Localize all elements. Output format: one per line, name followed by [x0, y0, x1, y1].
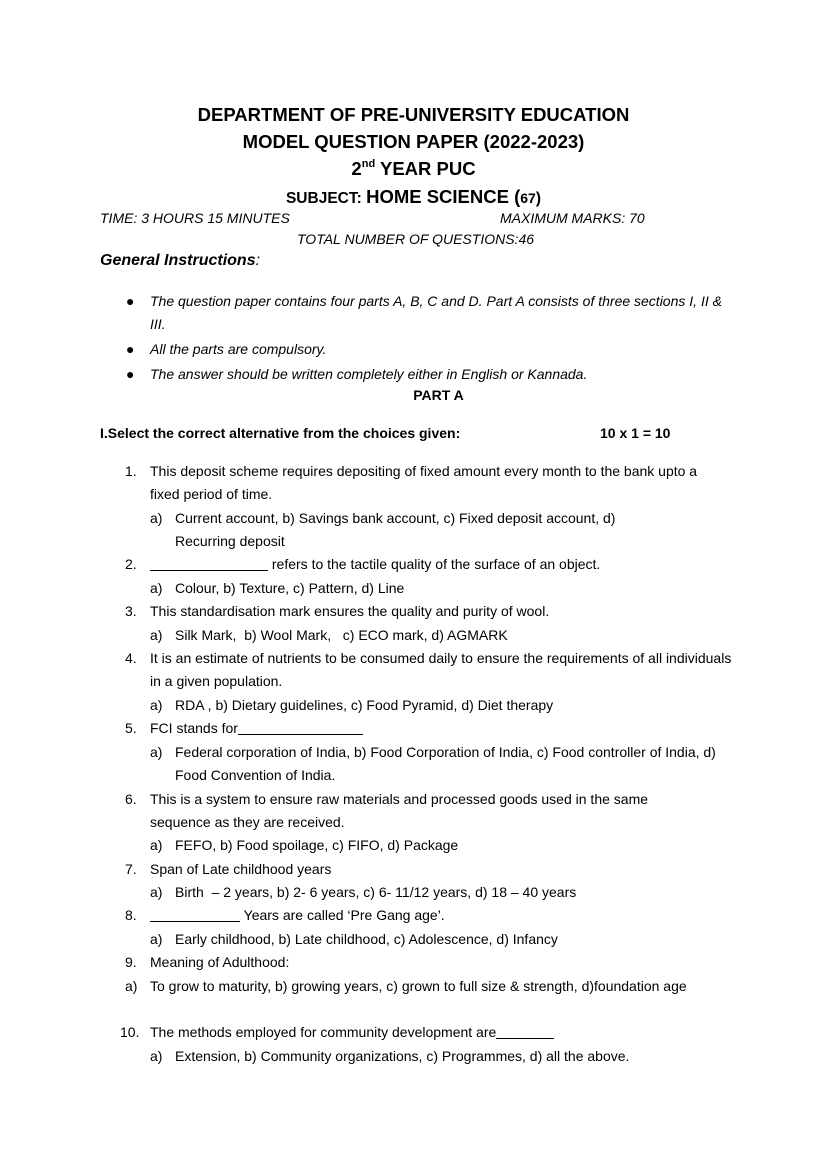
question-number: 2. — [125, 556, 137, 572]
general-instructions-title — [100, 252, 260, 270]
question-text-content: FCI stands for — [150, 720, 238, 736]
section-title: I.Select the correct alternative from the choices given: — [100, 425, 461, 441]
question-options: Birth – 2 years, b) 2- 6 years, c) 6- 11/12 years, d) 18 – 40 years — [175, 884, 577, 900]
option-label: a) — [150, 510, 163, 526]
subject-label: SUBJECT: — [285, 190, 367, 207]
instruction-item: All the parts are compulsory. — [150, 341, 327, 357]
question-options: Federal corporation of India, b) Food Corporation of India, c) Food controller of India, d) Food Convention of India. — [175, 744, 716, 783]
question-number: 4. — [125, 650, 137, 666]
year-superscript: nd — [361, 158, 376, 170]
instruction-item: The answer should be written completely either in English or Kannada. — [150, 366, 588, 382]
option-label: a) — [150, 697, 163, 713]
subject-code: 67 — [520, 190, 536, 206]
option-label: a) — [150, 580, 163, 596]
option-label: a) — [125, 978, 138, 994]
question-options: RDA , b) Dietary guidelines, c) Food Pyramid, d) Diet therapy — [175, 697, 554, 713]
instructions-title-text: General Instructions — [100, 252, 256, 269]
year-label: YEAR PUC — [375, 158, 476, 179]
question-text — [150, 553, 600, 576]
bullet-icon: ● — [126, 366, 135, 382]
question-number: 10. — [120, 1024, 140, 1040]
part-a-heading: PART A — [413, 387, 464, 403]
option-label: a) — [150, 884, 163, 900]
question-text-content: Years are called ‘Pre Gang age’. — [240, 907, 445, 923]
option-label: a) — [150, 1048, 163, 1064]
question-options: Early childhood, b) Late childhood, c) Adolescence, d) Infancy — [175, 931, 558, 947]
question-text-content: The methods employed for community development are — [150, 1024, 497, 1040]
question-text: Meaning of Adulthood: — [150, 954, 290, 970]
question-text — [150, 717, 363, 740]
subject-heading — [0, 186, 827, 208]
question-text: Span of Late childhood years — [150, 861, 332, 877]
bullet-icon: ● — [126, 341, 135, 357]
year-number: 2 — [351, 158, 362, 179]
question-number: 8. — [125, 907, 137, 923]
question-text — [150, 904, 445, 927]
question-text: This is a system to ensure raw materials and processed goods used in the same sequence as they are received. — [150, 791, 649, 830]
total-questions-info: TOTAL NUMBER OF QUESTIONS:46 — [297, 231, 535, 247]
fill-blank — [496, 1024, 554, 1039]
option-label: a) — [150, 837, 163, 853]
fill-blank — [150, 556, 268, 571]
instructions-colon: : — [255, 252, 261, 269]
department-heading: DEPARTMENT OF PRE-UNIVERSITY EDUCATION — [197, 104, 630, 125]
question-options: Extension, b) Community organizations, c) Programmes, d) all the above. — [175, 1048, 630, 1064]
max-marks-info: MAXIMUM MARKS: 70 — [500, 210, 645, 226]
paper-heading: MODEL QUESTION PAPER (2022-2023) — [242, 131, 585, 152]
fill-blank — [238, 720, 363, 735]
time-info: TIME: 3 HOURS 15 MINUTES — [100, 210, 290, 226]
question-options: To grow to maturity, b) growing years, c) grown to full size & strength, d)foundation age — [150, 978, 687, 994]
question-text — [150, 1021, 554, 1044]
subject-name: HOME SCIENCE ( — [366, 186, 521, 207]
question-text-content: refers to the tactile quality of the surface of an object. — [268, 556, 601, 572]
question-number: 7. — [125, 861, 137, 877]
question-options: FEFO, b) Food spoilage, c) FIFO, d) Package — [175, 837, 459, 853]
subject-close: ) — [535, 190, 542, 207]
option-label: a) — [150, 744, 163, 760]
question-number: 6. — [125, 791, 137, 807]
question-number: 3. — [125, 603, 137, 619]
question-number: 5. — [125, 720, 137, 736]
question-text: This standardisation mark ensures the quality and purity of wool. — [150, 603, 550, 619]
question-number: 9. — [125, 954, 137, 970]
fill-blank — [150, 907, 240, 922]
option-label: a) — [150, 931, 163, 947]
year-heading — [0, 158, 827, 180]
option-label: a) — [150, 627, 163, 643]
question-text: It is an estimate of nutrients to be consumed daily to ensure the requirements of all individuals in a given population. — [150, 650, 732, 689]
question-options: Silk Mark, b) Wool Mark, c) ECO mark, d) AGMARK — [175, 627, 508, 643]
question-options: Current account, b) Savings bank account, c) Fixed deposit account, d) Recurring deposit — [175, 510, 616, 549]
section-marks: 10 x 1 = 10 — [600, 425, 671, 441]
instruction-item: The question paper contains four parts A, B, C and D. Part A consists of three sections I, II & III. — [150, 293, 722, 332]
bullet-icon: ● — [126, 293, 135, 309]
question-number: 1. — [125, 463, 137, 479]
question-text: This deposit scheme requires depositing of fixed amount every month to the bank upto a fixed period of time. — [150, 463, 698, 502]
question-options: Colour, b) Texture, c) Pattern, d) Line — [175, 580, 405, 596]
